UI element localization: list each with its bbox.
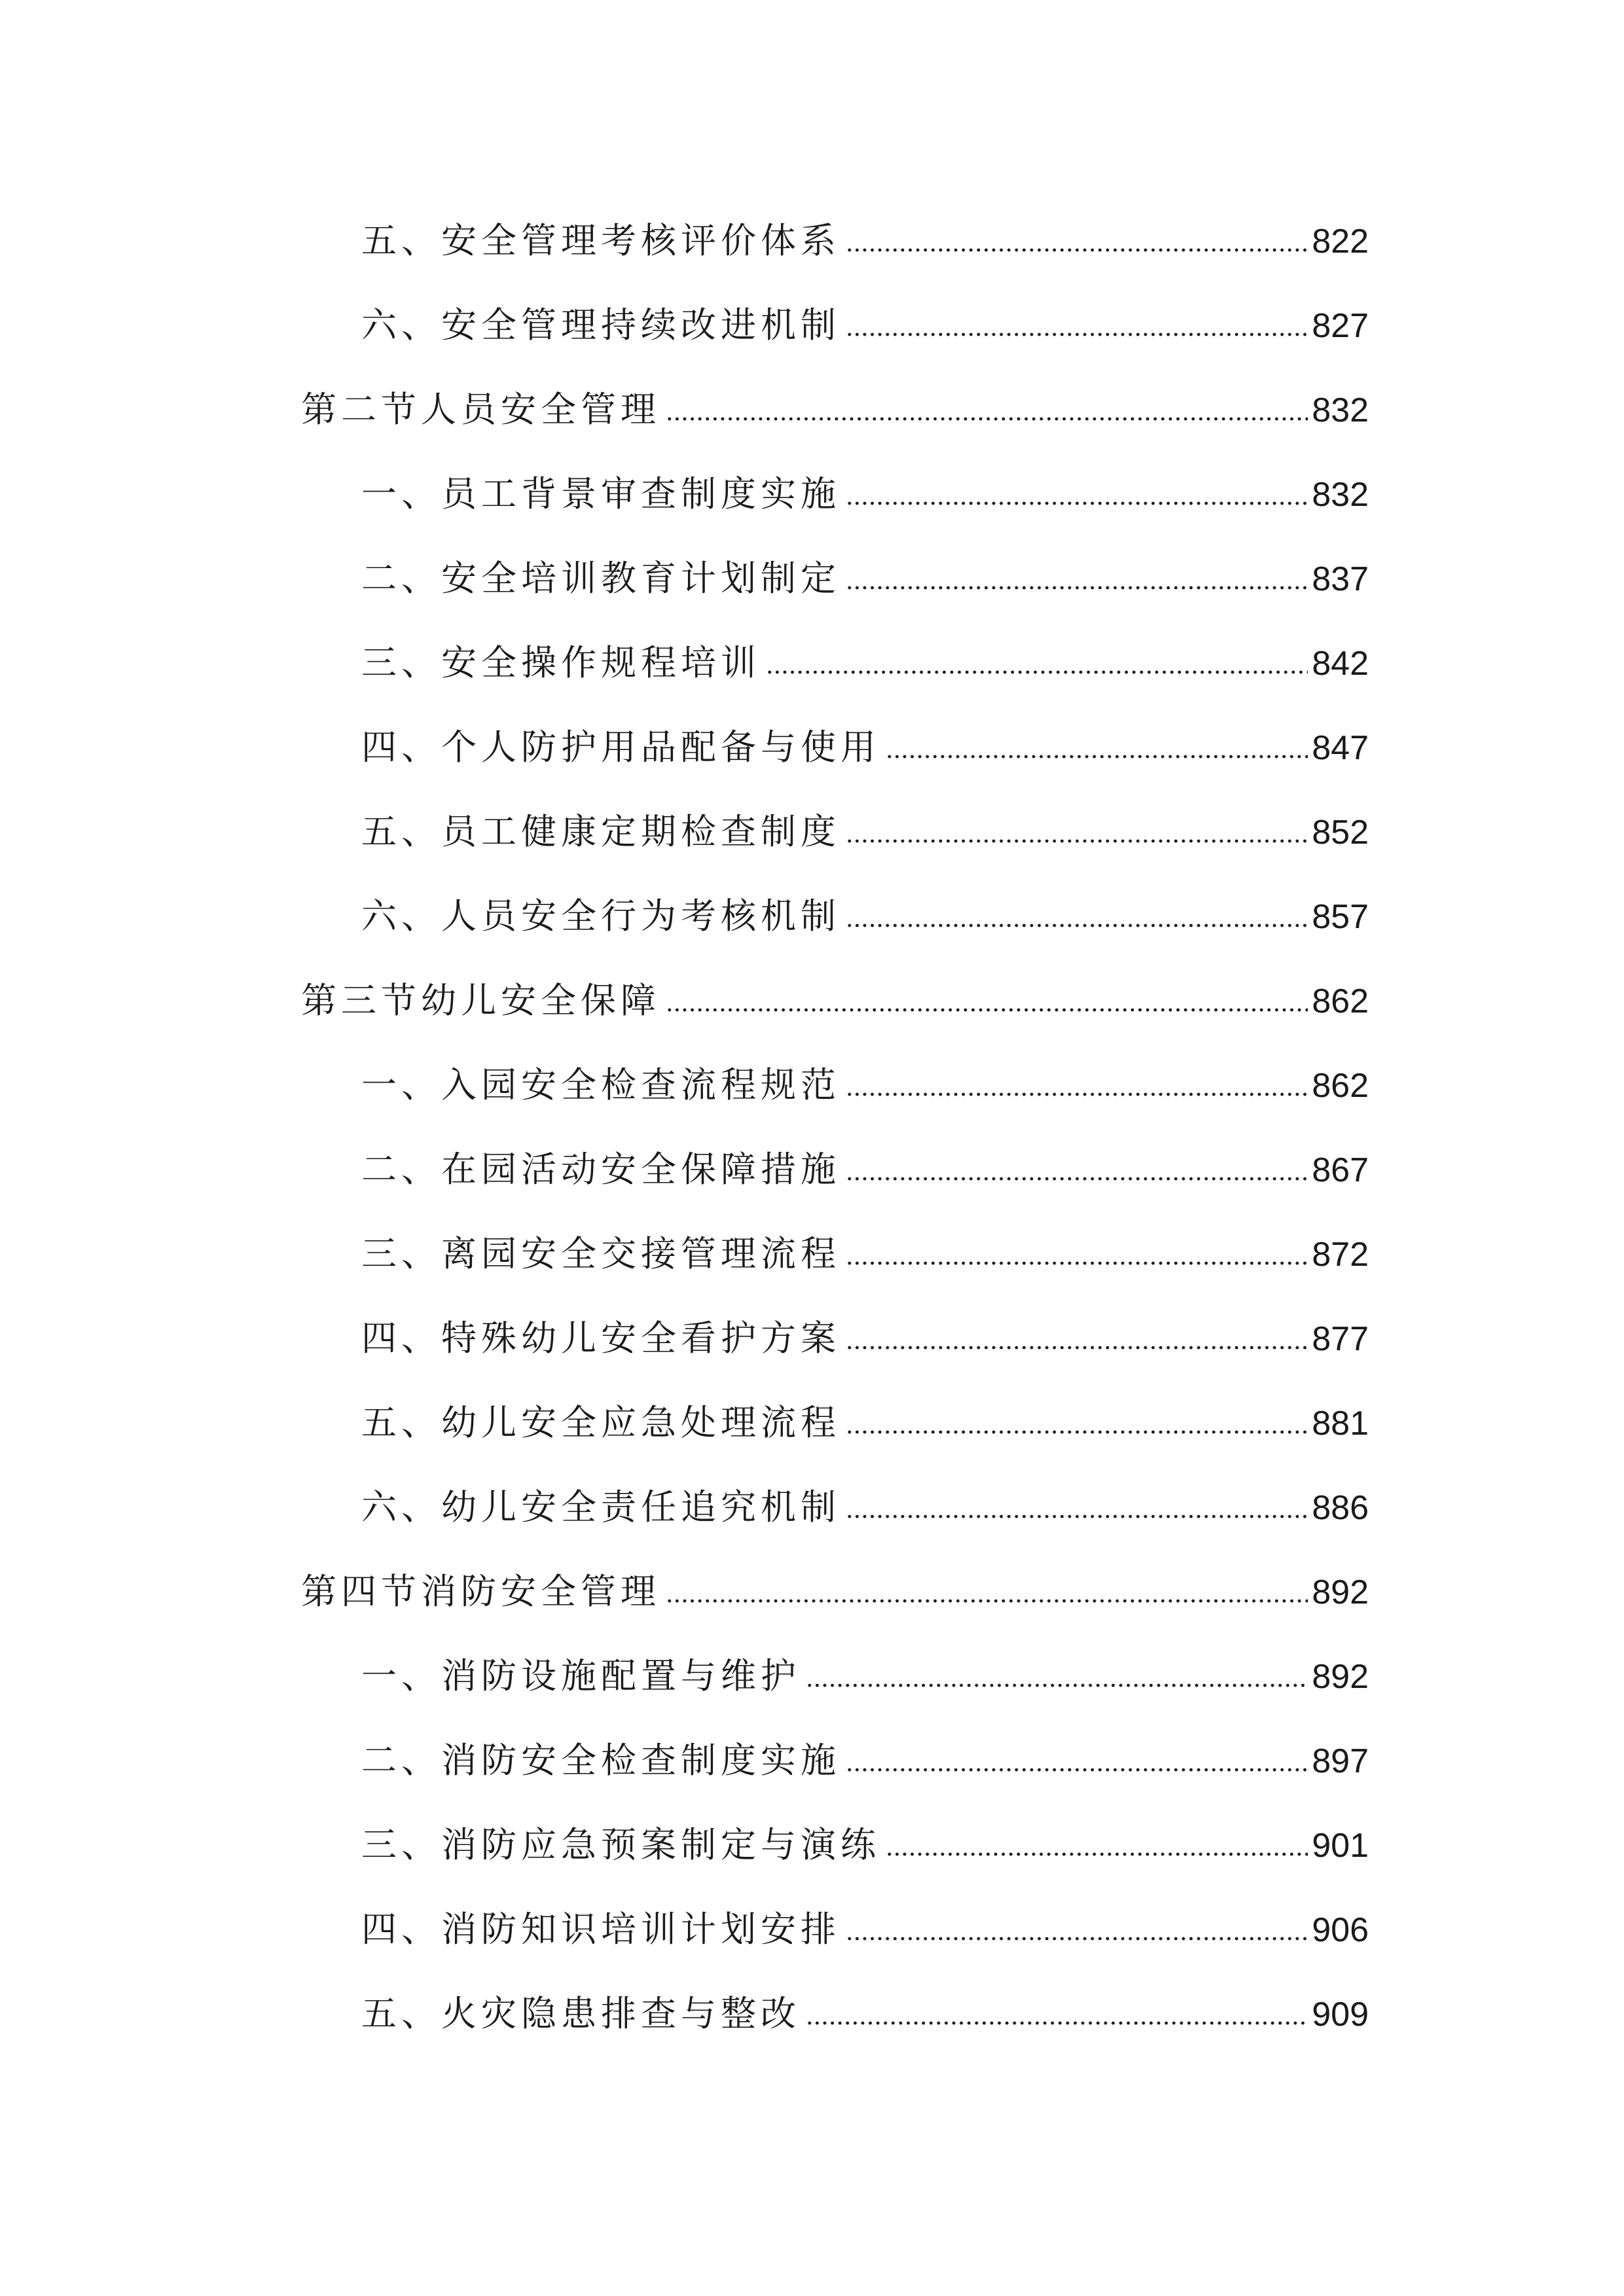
toc-entry-page-number: 837 [1312, 560, 1369, 598]
dot-leader [806, 1683, 1308, 1687]
toc-entry[interactable] [361, 284, 1369, 346]
dot-leader [886, 755, 1308, 759]
toc-entry-title: 五、安全管理考核评价体系 [361, 220, 840, 261]
toc-entry-title: 三、离园安全交接管理流程 [361, 1233, 840, 1274]
dot-leader [846, 1346, 1308, 1350]
dot-leader [846, 1177, 1308, 1181]
toc-entry-title: 二、在园活动安全保障措施 [361, 1149, 840, 1190]
toc-entry[interactable] [361, 1128, 1369, 1190]
toc-entry[interactable] [361, 875, 1369, 937]
toc-entry-title: 四、特殊幼儿安全看护方案 [361, 1318, 840, 1359]
toc-entry-title: 第四节消防安全管理 [301, 1571, 660, 1612]
toc-entry-title: 一、入园安全检查流程规范 [361, 1064, 840, 1105]
toc-entry[interactable] [361, 791, 1369, 850]
toc-entry-title: 二、消防安全检查制度实施 [361, 1740, 840, 1781]
toc-entry-title: 六、人员安全行为考核机制 [361, 895, 840, 937]
toc-entry-page-number: 827 [1312, 307, 1369, 345]
dot-leader [846, 924, 1308, 927]
toc-section-entry[interactable] [301, 1551, 1369, 1612]
toc-entry-page-number: 867 [1312, 1151, 1369, 1189]
dot-leader [846, 1430, 1308, 1434]
toc-entry-page-number: 832 [1312, 391, 1369, 429]
dot-leader [846, 501, 1308, 505]
toc-section-entry[interactable] [301, 368, 1369, 430]
toc-entry[interactable] [361, 1044, 1369, 1103]
toc-entry-title: 六、幼儿安全责任追究机制 [361, 1486, 840, 1528]
dot-leader [846, 1092, 1308, 1096]
toc-entry-page-number: 852 [1312, 814, 1369, 852]
toc-entry-page-number: 886 [1312, 1489, 1369, 1527]
toc-entry-page-number: 877 [1312, 1320, 1369, 1358]
toc-entry[interactable] [361, 706, 1369, 768]
toc-entry-page-number: 822 [1312, 223, 1369, 260]
toc-entry-page-number: 842 [1312, 645, 1369, 683]
toc-entry[interactable] [361, 1635, 1369, 1694]
toc-entry-page-number: 906 [1312, 1911, 1369, 1949]
toc-entry-title: 二、安全培训教育计划制定 [361, 558, 840, 599]
toc-entry-page-number: 892 [1312, 1658, 1369, 1696]
toc-entry-page-number: 862 [1312, 1067, 1369, 1105]
toc-entry[interactable] [361, 200, 1369, 259]
toc-entry-title: 六、安全管理持续改进机制 [361, 304, 840, 346]
dot-leader [846, 1261, 1308, 1265]
toc-entry-title: 五、幼儿安全应急处理流程 [361, 1402, 840, 1443]
toc-entry[interactable] [361, 622, 1369, 681]
toc-entry-title: 第三节幼儿安全保障 [301, 980, 660, 1021]
toc-entry[interactable] [361, 453, 1369, 512]
dot-leader [666, 417, 1308, 421]
toc-entry[interactable] [361, 1297, 1369, 1359]
toc-entry-page-number: 857 [1312, 898, 1369, 936]
dot-leader [846, 1768, 1308, 1772]
toc-entry-title: 第二节人员安全管理 [301, 389, 660, 430]
toc-entry-page-number: 901 [1312, 1827, 1369, 1865]
toc-entry-title: 一、员工背景审查制度实施 [361, 473, 840, 514]
toc-entry-title: 四、个人防护用品配备与使用 [361, 726, 880, 768]
toc-entry-page-number: 847 [1312, 729, 1369, 767]
toc-entry[interactable] [361, 1888, 1369, 1950]
toc-entry-title: 一、消防设施配置与维护 [361, 1655, 801, 1696]
dot-leader [846, 332, 1308, 336]
toc-entry-title: 三、安全操作规程培训 [361, 642, 761, 683]
dot-leader [846, 248, 1308, 252]
toc-entry-page-number: 862 [1312, 982, 1369, 1020]
toc-entry-title: 三、消防应急预案制定与演练 [361, 1824, 880, 1865]
toc-entry-page-number: 897 [1312, 1742, 1369, 1780]
toc-entry[interactable] [361, 1213, 1369, 1272]
toc-entry-page-number: 881 [1312, 1405, 1369, 1443]
toc-entry[interactable] [361, 1382, 1369, 1441]
toc-entry-page-number: 832 [1312, 476, 1369, 514]
dot-leader [766, 670, 1308, 674]
dot-leader [666, 1008, 1308, 1012]
dot-leader [846, 586, 1308, 590]
dot-leader [666, 1599, 1308, 1603]
toc-entry-title: 五、火灾隐患排查与整改 [361, 1993, 801, 2034]
toc-entry-page-number: 892 [1312, 1573, 1369, 1611]
dot-leader [846, 1937, 1308, 1941]
toc-entry[interactable] [361, 1719, 1369, 1781]
dot-leader [846, 1515, 1308, 1518]
toc-entry[interactable] [361, 1466, 1369, 1528]
toc-entry-title: 四、消防知识培训计划安排 [361, 1909, 840, 1950]
toc-entry-title: 五、员工健康定期检查制度 [361, 811, 840, 852]
dot-leader [846, 839, 1308, 843]
toc-entry[interactable] [361, 537, 1369, 599]
toc-entry-page-number: 909 [1312, 1996, 1369, 2034]
toc-entry-page-number: 872 [1312, 1236, 1369, 1274]
dot-leader [806, 2021, 1308, 2025]
toc-section-entry[interactable] [301, 960, 1369, 1021]
toc-entry[interactable] [361, 1804, 1369, 1863]
toc-entry[interactable] [361, 1973, 1369, 2032]
dot-leader [886, 1852, 1308, 1856]
